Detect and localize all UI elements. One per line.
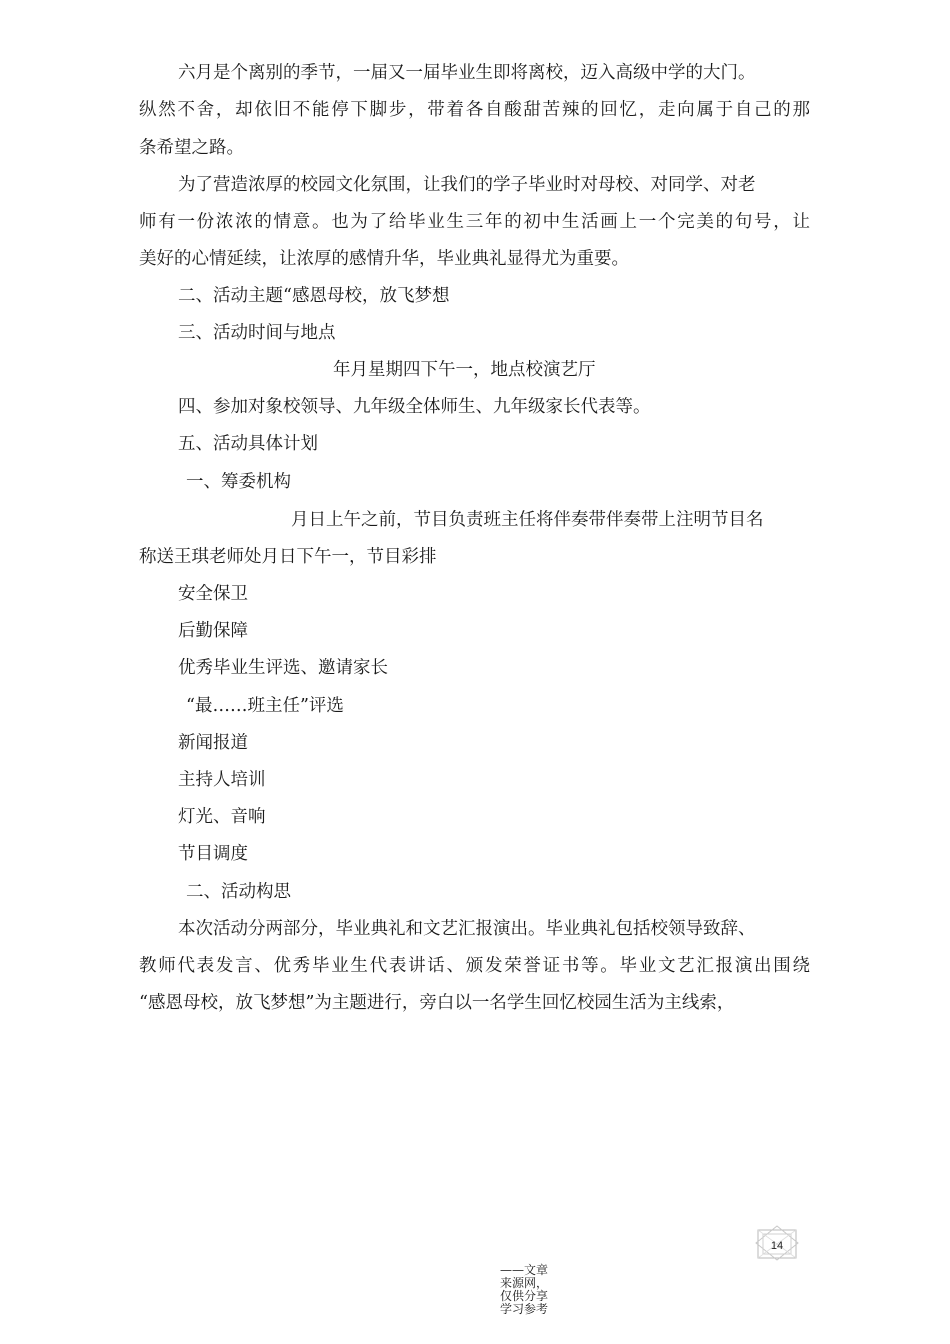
text-line: 教师代表发言、优秀毕业生代表讲话、颁发荣誉证书等。毕业文艺汇报演出围绕	[139, 956, 810, 976]
list-item: 新闻报道	[178, 733, 248, 753]
list-item: 灯光、音响	[178, 807, 266, 827]
subsection-heading: 二、活动构思	[186, 882, 291, 902]
text-line: 师有一份浓浓的情意。也为了给毕业生三年的初中生活画上一个完美的句号，让	[139, 212, 810, 232]
list-item: 安全保卫	[178, 584, 248, 604]
page-number-badge	[754, 1224, 800, 1262]
text-line: 本次活动分两部分，毕业典礼和文艺汇报演出。毕业典礼包括校领导致辞、	[178, 919, 756, 939]
section-heading: 四、参加对象校领导、九年级全体师生、九年级家长代表等。	[178, 397, 651, 417]
list-item: 节目调度	[178, 844, 248, 864]
text-line: 美好的心情延续，让浓厚的感情升华，毕业典礼显得尤为重要。	[139, 249, 629, 269]
text-line: 纵然不舍，却依旧不能停下脚步，带着各自酸甜苦辣的回忆，走向属于自己的那	[139, 100, 810, 120]
subsection-heading: 一、筹委机构	[186, 472, 291, 492]
list-item: 优秀毕业生评选、邀请家长	[178, 658, 388, 678]
section-heading: 二、活动主题“感恩母校，放飞梦想	[178, 286, 450, 306]
text-line: “感恩母校，放飞梦想”为主题进行，旁白以一名学生回忆校园生活为主线索，	[139, 993, 735, 1013]
section-heading: 五、活动具体计划	[178, 434, 318, 454]
text-line: 月日上午之前，节目负责班主任将伴奏带伴奏带上注明节目名	[291, 510, 764, 530]
text-line: 条希望之路。	[139, 138, 244, 158]
text-line: 六月是个离别的季节，一届又一届毕业生即将离校，迈入高级中学的大门。	[178, 63, 756, 83]
list-item: 后勤保障	[178, 621, 248, 641]
page-number: 14	[770, 1240, 784, 1252]
list-item: “最……班主任”评选	[186, 696, 344, 716]
text-line: 称送王琪老师处月日下午一，节目彩排	[139, 547, 437, 567]
list-item: 主持人培训	[178, 770, 266, 790]
text-line: 年月星期四下午一，地点校演艺厅	[333, 360, 596, 380]
source-note: ——文章来源网，仅供分享学习参考	[500, 1263, 549, 1316]
text-line: 为了营造浓厚的校园文化氛围，让我们的学子毕业时对母校、对同学、对老	[178, 175, 756, 195]
section-heading: 三、活动时间与地点	[178, 323, 336, 343]
